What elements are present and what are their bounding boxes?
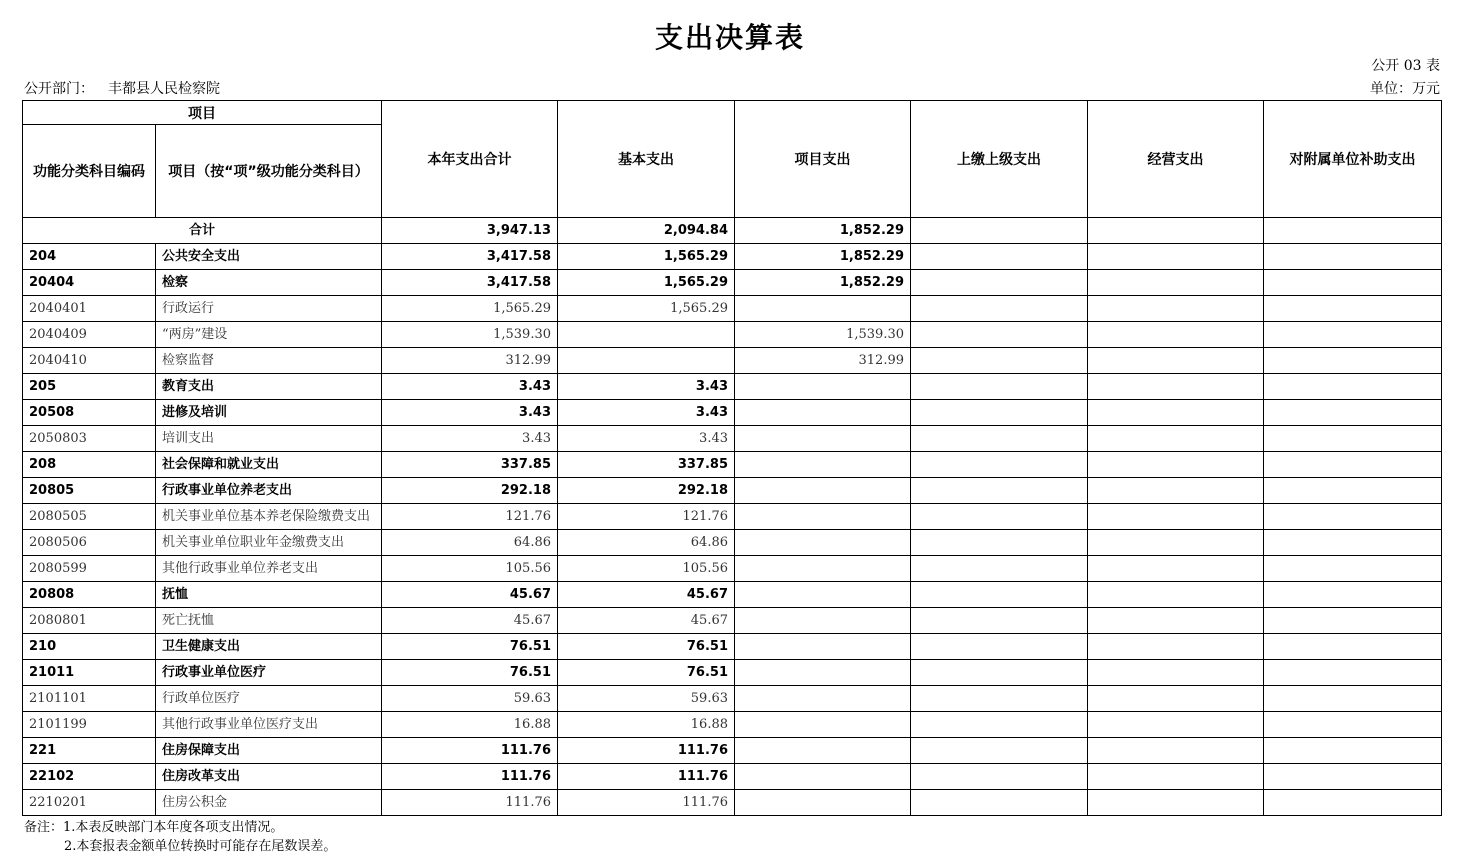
cell-upper bbox=[911, 660, 1088, 686]
cell-upper bbox=[911, 478, 1088, 504]
cell-project bbox=[735, 296, 911, 322]
cell-name: 行政运行 bbox=[156, 296, 382, 322]
cell-total: 16.88 bbox=[382, 712, 558, 738]
total-total: 3,947.13 bbox=[382, 218, 558, 244]
cell-upper bbox=[911, 504, 1088, 530]
total-label: 合计 bbox=[23, 218, 382, 244]
cell-basic bbox=[558, 322, 735, 348]
table-row bbox=[23, 608, 1442, 634]
total-row bbox=[23, 218, 1442, 244]
cell-subsidy bbox=[1264, 348, 1442, 374]
cell-basic: 76.51 bbox=[558, 660, 735, 686]
table-row bbox=[23, 374, 1442, 400]
cell-project bbox=[735, 478, 911, 504]
table-row bbox=[23, 244, 1442, 270]
cell-project bbox=[735, 400, 911, 426]
cell-basic: 16.88 bbox=[558, 712, 735, 738]
cell-subsidy bbox=[1264, 556, 1442, 582]
cell-total: 111.76 bbox=[382, 790, 558, 816]
cell-basic: 292.18 bbox=[558, 478, 735, 504]
cell-code: 20508 bbox=[23, 400, 156, 426]
cell-basic: 105.56 bbox=[558, 556, 735, 582]
cell-project: 1,539.30 bbox=[735, 322, 911, 348]
cell-subsidy bbox=[1264, 582, 1442, 608]
cell-name: 行政事业单位养老支出 bbox=[156, 478, 382, 504]
total-upper bbox=[911, 218, 1088, 244]
cell-subsidy bbox=[1264, 504, 1442, 530]
header-upper: 上缴上级支出 bbox=[911, 101, 1088, 218]
table-row bbox=[23, 712, 1442, 738]
cell-business bbox=[1088, 270, 1264, 296]
cell-total: 111.76 bbox=[382, 764, 558, 790]
note-1: 备注：1.本表反映部门本年度各项支出情况。 bbox=[24, 820, 284, 835]
cell-code: 2101101 bbox=[23, 686, 156, 712]
department-info bbox=[24, 80, 220, 98]
table-row bbox=[23, 426, 1442, 452]
cell-code: 2040409 bbox=[23, 322, 156, 348]
cell-basic: 337.85 bbox=[558, 452, 735, 478]
cell-total: 1,565.29 bbox=[382, 296, 558, 322]
cell-subsidy bbox=[1264, 374, 1442, 400]
cell-upper bbox=[911, 322, 1088, 348]
cell-project: 312.99 bbox=[735, 348, 911, 374]
cell-business bbox=[1088, 582, 1264, 608]
cell-project bbox=[735, 634, 911, 660]
cell-name: 卫生健康支出 bbox=[156, 634, 382, 660]
cell-code: 2080506 bbox=[23, 530, 156, 556]
header-code: 功能分类科目编码 bbox=[23, 125, 156, 218]
cell-name: 住房改革支出 bbox=[156, 764, 382, 790]
cell-subsidy bbox=[1264, 660, 1442, 686]
cell-upper bbox=[911, 530, 1088, 556]
cell-name: 教育支出 bbox=[156, 374, 382, 400]
table-row bbox=[23, 296, 1442, 322]
cell-upper bbox=[911, 686, 1088, 712]
cell-subsidy bbox=[1264, 634, 1442, 660]
page-title: 支出决算表 bbox=[654, 21, 805, 54]
cell-upper bbox=[911, 400, 1088, 426]
cell-business bbox=[1088, 296, 1264, 322]
cell-code: 20805 bbox=[23, 478, 156, 504]
table-body bbox=[23, 218, 1442, 816]
cell-upper bbox=[911, 738, 1088, 764]
cell-project bbox=[735, 608, 911, 634]
cell-total: 45.67 bbox=[382, 582, 558, 608]
cell-total: 312.99 bbox=[382, 348, 558, 374]
header-total: 本年支出合计 bbox=[382, 101, 558, 218]
cell-upper bbox=[911, 244, 1088, 270]
table-row bbox=[23, 790, 1442, 816]
header-subsidy: 对附属单位补助支出 bbox=[1264, 101, 1442, 218]
header-basic: 基本支出 bbox=[558, 101, 735, 218]
notes bbox=[24, 818, 336, 856]
table-header bbox=[23, 101, 1442, 218]
cell-project bbox=[735, 426, 911, 452]
cell-basic: 3.43 bbox=[558, 426, 735, 452]
cell-code: 22102 bbox=[23, 764, 156, 790]
table-tag: 公开 03 表 bbox=[1371, 58, 1440, 74]
cell-basic: 3.43 bbox=[558, 400, 735, 426]
cell-basic: 1,565.29 bbox=[558, 270, 735, 296]
cell-subsidy bbox=[1264, 738, 1442, 764]
note-2: 2.本套报表金额单位转换时可能存在尾数误差。 bbox=[64, 839, 337, 854]
cell-code: 210 bbox=[23, 634, 156, 660]
cell-business bbox=[1088, 634, 1264, 660]
cell-project bbox=[735, 790, 911, 816]
cell-business bbox=[1088, 790, 1264, 816]
cell-subsidy bbox=[1264, 530, 1442, 556]
cell-business bbox=[1088, 348, 1264, 374]
department-label: 公开部门： bbox=[24, 81, 94, 97]
cell-name: 机关事业单位基本养老保险缴费支出 bbox=[156, 504, 382, 530]
cell-name: 检察监督 bbox=[156, 348, 382, 374]
cell-name: 住房保障支出 bbox=[156, 738, 382, 764]
cell-name: 其他行政事业单位医疗支出 bbox=[156, 712, 382, 738]
cell-total: 292.18 bbox=[382, 478, 558, 504]
cell-total: 76.51 bbox=[382, 634, 558, 660]
cell-upper bbox=[911, 608, 1088, 634]
cell-subsidy bbox=[1264, 400, 1442, 426]
cell-project bbox=[735, 452, 911, 478]
table-row bbox=[23, 686, 1442, 712]
cell-business bbox=[1088, 400, 1264, 426]
cell-code: 2210201 bbox=[23, 790, 156, 816]
cell-basic: 111.76 bbox=[558, 764, 735, 790]
header-project: 项目支出 bbox=[735, 101, 911, 218]
cell-name: 抚恤 bbox=[156, 582, 382, 608]
cell-project bbox=[735, 582, 911, 608]
cell-subsidy bbox=[1264, 426, 1442, 452]
cell-project bbox=[735, 504, 911, 530]
table-row bbox=[23, 452, 1442, 478]
cell-business bbox=[1088, 712, 1264, 738]
table-row bbox=[23, 738, 1442, 764]
cell-total: 59.63 bbox=[382, 686, 558, 712]
cell-name: 其他行政事业单位养老支出 bbox=[156, 556, 382, 582]
cell-business bbox=[1088, 660, 1264, 686]
cell-basic bbox=[558, 348, 735, 374]
cell-project bbox=[735, 712, 911, 738]
cell-business bbox=[1088, 426, 1264, 452]
cell-business bbox=[1088, 504, 1264, 530]
cell-upper bbox=[911, 556, 1088, 582]
cell-basic: 1,565.29 bbox=[558, 296, 735, 322]
cell-basic: 111.76 bbox=[558, 738, 735, 764]
cell-name: 检察 bbox=[156, 270, 382, 296]
cell-basic: 45.67 bbox=[558, 608, 735, 634]
cell-name: 行政单位医疗 bbox=[156, 686, 382, 712]
cell-business bbox=[1088, 556, 1264, 582]
table-row bbox=[23, 348, 1442, 374]
cell-project bbox=[735, 686, 911, 712]
cell-project bbox=[735, 660, 911, 686]
cell-total: 111.76 bbox=[382, 738, 558, 764]
cell-upper bbox=[911, 764, 1088, 790]
total-business bbox=[1088, 218, 1264, 244]
cell-business bbox=[1088, 244, 1264, 270]
cell-basic: 59.63 bbox=[558, 686, 735, 712]
cell-total: 3,417.58 bbox=[382, 270, 558, 296]
cell-upper bbox=[911, 712, 1088, 738]
cell-total: 76.51 bbox=[382, 660, 558, 686]
cell-upper bbox=[911, 270, 1088, 296]
table-row bbox=[23, 400, 1442, 426]
cell-name: 死亡抚恤 bbox=[156, 608, 382, 634]
table-row bbox=[23, 582, 1442, 608]
cell-project bbox=[735, 374, 911, 400]
cell-business bbox=[1088, 608, 1264, 634]
cell-code: 205 bbox=[23, 374, 156, 400]
table-row bbox=[23, 660, 1442, 686]
cell-code: 204 bbox=[23, 244, 156, 270]
cell-code: 2080599 bbox=[23, 556, 156, 582]
expenditure-table bbox=[22, 100, 1442, 816]
cell-code: 2050803 bbox=[23, 426, 156, 452]
cell-total: 45.67 bbox=[382, 608, 558, 634]
cell-total: 105.56 bbox=[382, 556, 558, 582]
cell-total: 337.85 bbox=[382, 452, 558, 478]
cell-name: 住房公积金 bbox=[156, 790, 382, 816]
cell-code: 2080801 bbox=[23, 608, 156, 634]
cell-total: 3,417.58 bbox=[382, 244, 558, 270]
table-row bbox=[23, 764, 1442, 790]
table-row bbox=[23, 478, 1442, 504]
cell-subsidy bbox=[1264, 244, 1442, 270]
cell-project: 1,852.29 bbox=[735, 244, 911, 270]
table-row bbox=[23, 270, 1442, 296]
cell-total: 64.86 bbox=[382, 530, 558, 556]
cell-business bbox=[1088, 530, 1264, 556]
cell-project: 1,852.29 bbox=[735, 270, 911, 296]
cell-code: 21011 bbox=[23, 660, 156, 686]
header-item-group: 项目 bbox=[23, 101, 382, 125]
cell-code: 2040401 bbox=[23, 296, 156, 322]
cell-business bbox=[1088, 478, 1264, 504]
cell-code: 20404 bbox=[23, 270, 156, 296]
cell-project bbox=[735, 556, 911, 582]
cell-name: 培训支出 bbox=[156, 426, 382, 452]
cell-subsidy bbox=[1264, 452, 1442, 478]
table-row bbox=[23, 322, 1442, 348]
cell-basic: 64.86 bbox=[558, 530, 735, 556]
cell-project bbox=[735, 530, 911, 556]
total-project: 1,852.29 bbox=[735, 218, 911, 244]
cell-code: 2080505 bbox=[23, 504, 156, 530]
cell-total: 1,539.30 bbox=[382, 322, 558, 348]
cell-basic: 76.51 bbox=[558, 634, 735, 660]
table-row bbox=[23, 556, 1442, 582]
cell-subsidy bbox=[1264, 686, 1442, 712]
cell-business bbox=[1088, 322, 1264, 348]
total-basic: 2,094.84 bbox=[558, 218, 735, 244]
cell-code: 2101199 bbox=[23, 712, 156, 738]
cell-business bbox=[1088, 374, 1264, 400]
cell-basic: 1,565.29 bbox=[558, 244, 735, 270]
cell-subsidy bbox=[1264, 478, 1442, 504]
table-row bbox=[23, 530, 1442, 556]
cell-upper bbox=[911, 296, 1088, 322]
cell-upper bbox=[911, 790, 1088, 816]
total-subsidy bbox=[1264, 218, 1442, 244]
cell-total: 121.76 bbox=[382, 504, 558, 530]
cell-basic: 121.76 bbox=[558, 504, 735, 530]
cell-name: 社会保障和就业支出 bbox=[156, 452, 382, 478]
cell-upper bbox=[911, 634, 1088, 660]
table-row bbox=[23, 504, 1442, 530]
header-business: 经营支出 bbox=[1088, 101, 1264, 218]
table-row bbox=[23, 634, 1442, 660]
cell-name: 公共安全支出 bbox=[156, 244, 382, 270]
cell-upper bbox=[911, 582, 1088, 608]
cell-subsidy bbox=[1264, 270, 1442, 296]
cell-project bbox=[735, 738, 911, 764]
cell-total: 3.43 bbox=[382, 400, 558, 426]
cell-basic: 45.67 bbox=[558, 582, 735, 608]
cell-total: 3.43 bbox=[382, 374, 558, 400]
cell-business bbox=[1088, 738, 1264, 764]
cell-project bbox=[735, 764, 911, 790]
cell-name: 进修及培训 bbox=[156, 400, 382, 426]
cell-basic: 111.76 bbox=[558, 790, 735, 816]
cell-upper bbox=[911, 348, 1088, 374]
cell-upper bbox=[911, 452, 1088, 478]
unit-label: 单位：万元 bbox=[1370, 81, 1440, 97]
cell-name: “两房”建设 bbox=[156, 322, 382, 348]
cell-subsidy bbox=[1264, 790, 1442, 816]
cell-basic: 3.43 bbox=[558, 374, 735, 400]
cell-name: 机关事业单位职业年金缴费支出 bbox=[156, 530, 382, 556]
cell-subsidy bbox=[1264, 608, 1442, 634]
cell-code: 20808 bbox=[23, 582, 156, 608]
cell-business bbox=[1088, 764, 1264, 790]
cell-subsidy bbox=[1264, 322, 1442, 348]
cell-subsidy bbox=[1264, 712, 1442, 738]
cell-business bbox=[1088, 452, 1264, 478]
cell-subsidy bbox=[1264, 296, 1442, 322]
cell-code: 221 bbox=[23, 738, 156, 764]
cell-code: 208 bbox=[23, 452, 156, 478]
cell-name: 行政事业单位医疗 bbox=[156, 660, 382, 686]
cell-code: 2040410 bbox=[23, 348, 156, 374]
cell-upper bbox=[911, 426, 1088, 452]
department-name: 丰都县人民检察院 bbox=[108, 81, 220, 97]
header-name: 项目（按“项”级功能分类科目） bbox=[156, 125, 382, 218]
cell-subsidy bbox=[1264, 764, 1442, 790]
cell-upper bbox=[911, 374, 1088, 400]
cell-total: 3.43 bbox=[382, 426, 558, 452]
cell-business bbox=[1088, 686, 1264, 712]
